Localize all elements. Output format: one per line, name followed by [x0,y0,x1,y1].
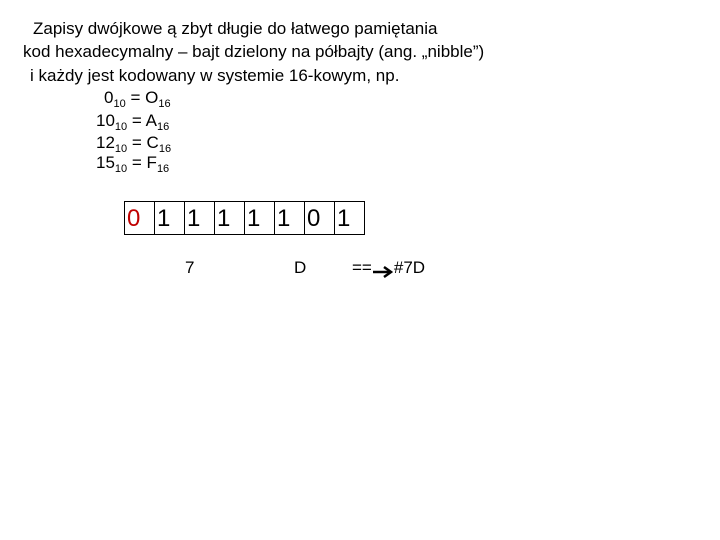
example-hex: F [146,153,157,172]
example-hex-base: 16 [156,121,170,133]
result-value: #7D [393,258,426,277]
intro-line-3: i każdy jest kodowany w systemie 16-kowym, np. [30,66,400,85]
example-1 [96,111,169,131]
example-dec-base: 10 [114,163,128,175]
example-eq: = [127,133,147,152]
intro-line-1: Zapisy dwójkowe ą zbyt długie do łatwego pamiętania [33,19,438,38]
example-dec-base: 10 [114,121,128,133]
example-3 [96,153,169,173]
result-prefix: == [352,258,372,277]
example-eq: = [127,111,146,130]
bit-cell: 1 [214,201,245,235]
bit-cell: 0 [124,201,155,235]
bit-row [124,201,365,235]
example-dec: 15 [96,153,115,172]
example-eq: = [125,88,146,107]
example-dec: 12 [96,133,115,152]
bit-cell: 0 [304,201,335,235]
high-nibble-hex: 7 [185,258,195,277]
example-dec-base: 10 [114,143,128,155]
intro-line-2: kod hexadecymalny – bajt dzielony na półbajty (ang. „nibble”) [23,42,485,61]
example-hex: O [145,88,159,107]
example-0 [104,88,171,108]
example-2 [96,133,171,153]
example-dec: 10 [96,111,115,130]
bit-cell: 1 [274,201,305,235]
example-dec-base: 10 [113,98,126,110]
bit-cell: 1 [154,201,185,235]
right-arrow-icon [372,263,394,275]
bit-cell: 1 [184,201,215,235]
example-hex: C [146,133,159,152]
example-dec: 0 [104,88,114,107]
result [352,258,425,278]
bit-cell: 1 [334,201,365,235]
example-eq: = [127,153,147,172]
example-hex-base: 16 [158,143,172,155]
example-hex-base: 16 [158,98,171,110]
example-hex-base: 16 [156,163,170,175]
example-hex: A [145,111,157,130]
bit-cell: 1 [244,201,275,235]
low-nibble-hex: D [294,258,307,277]
